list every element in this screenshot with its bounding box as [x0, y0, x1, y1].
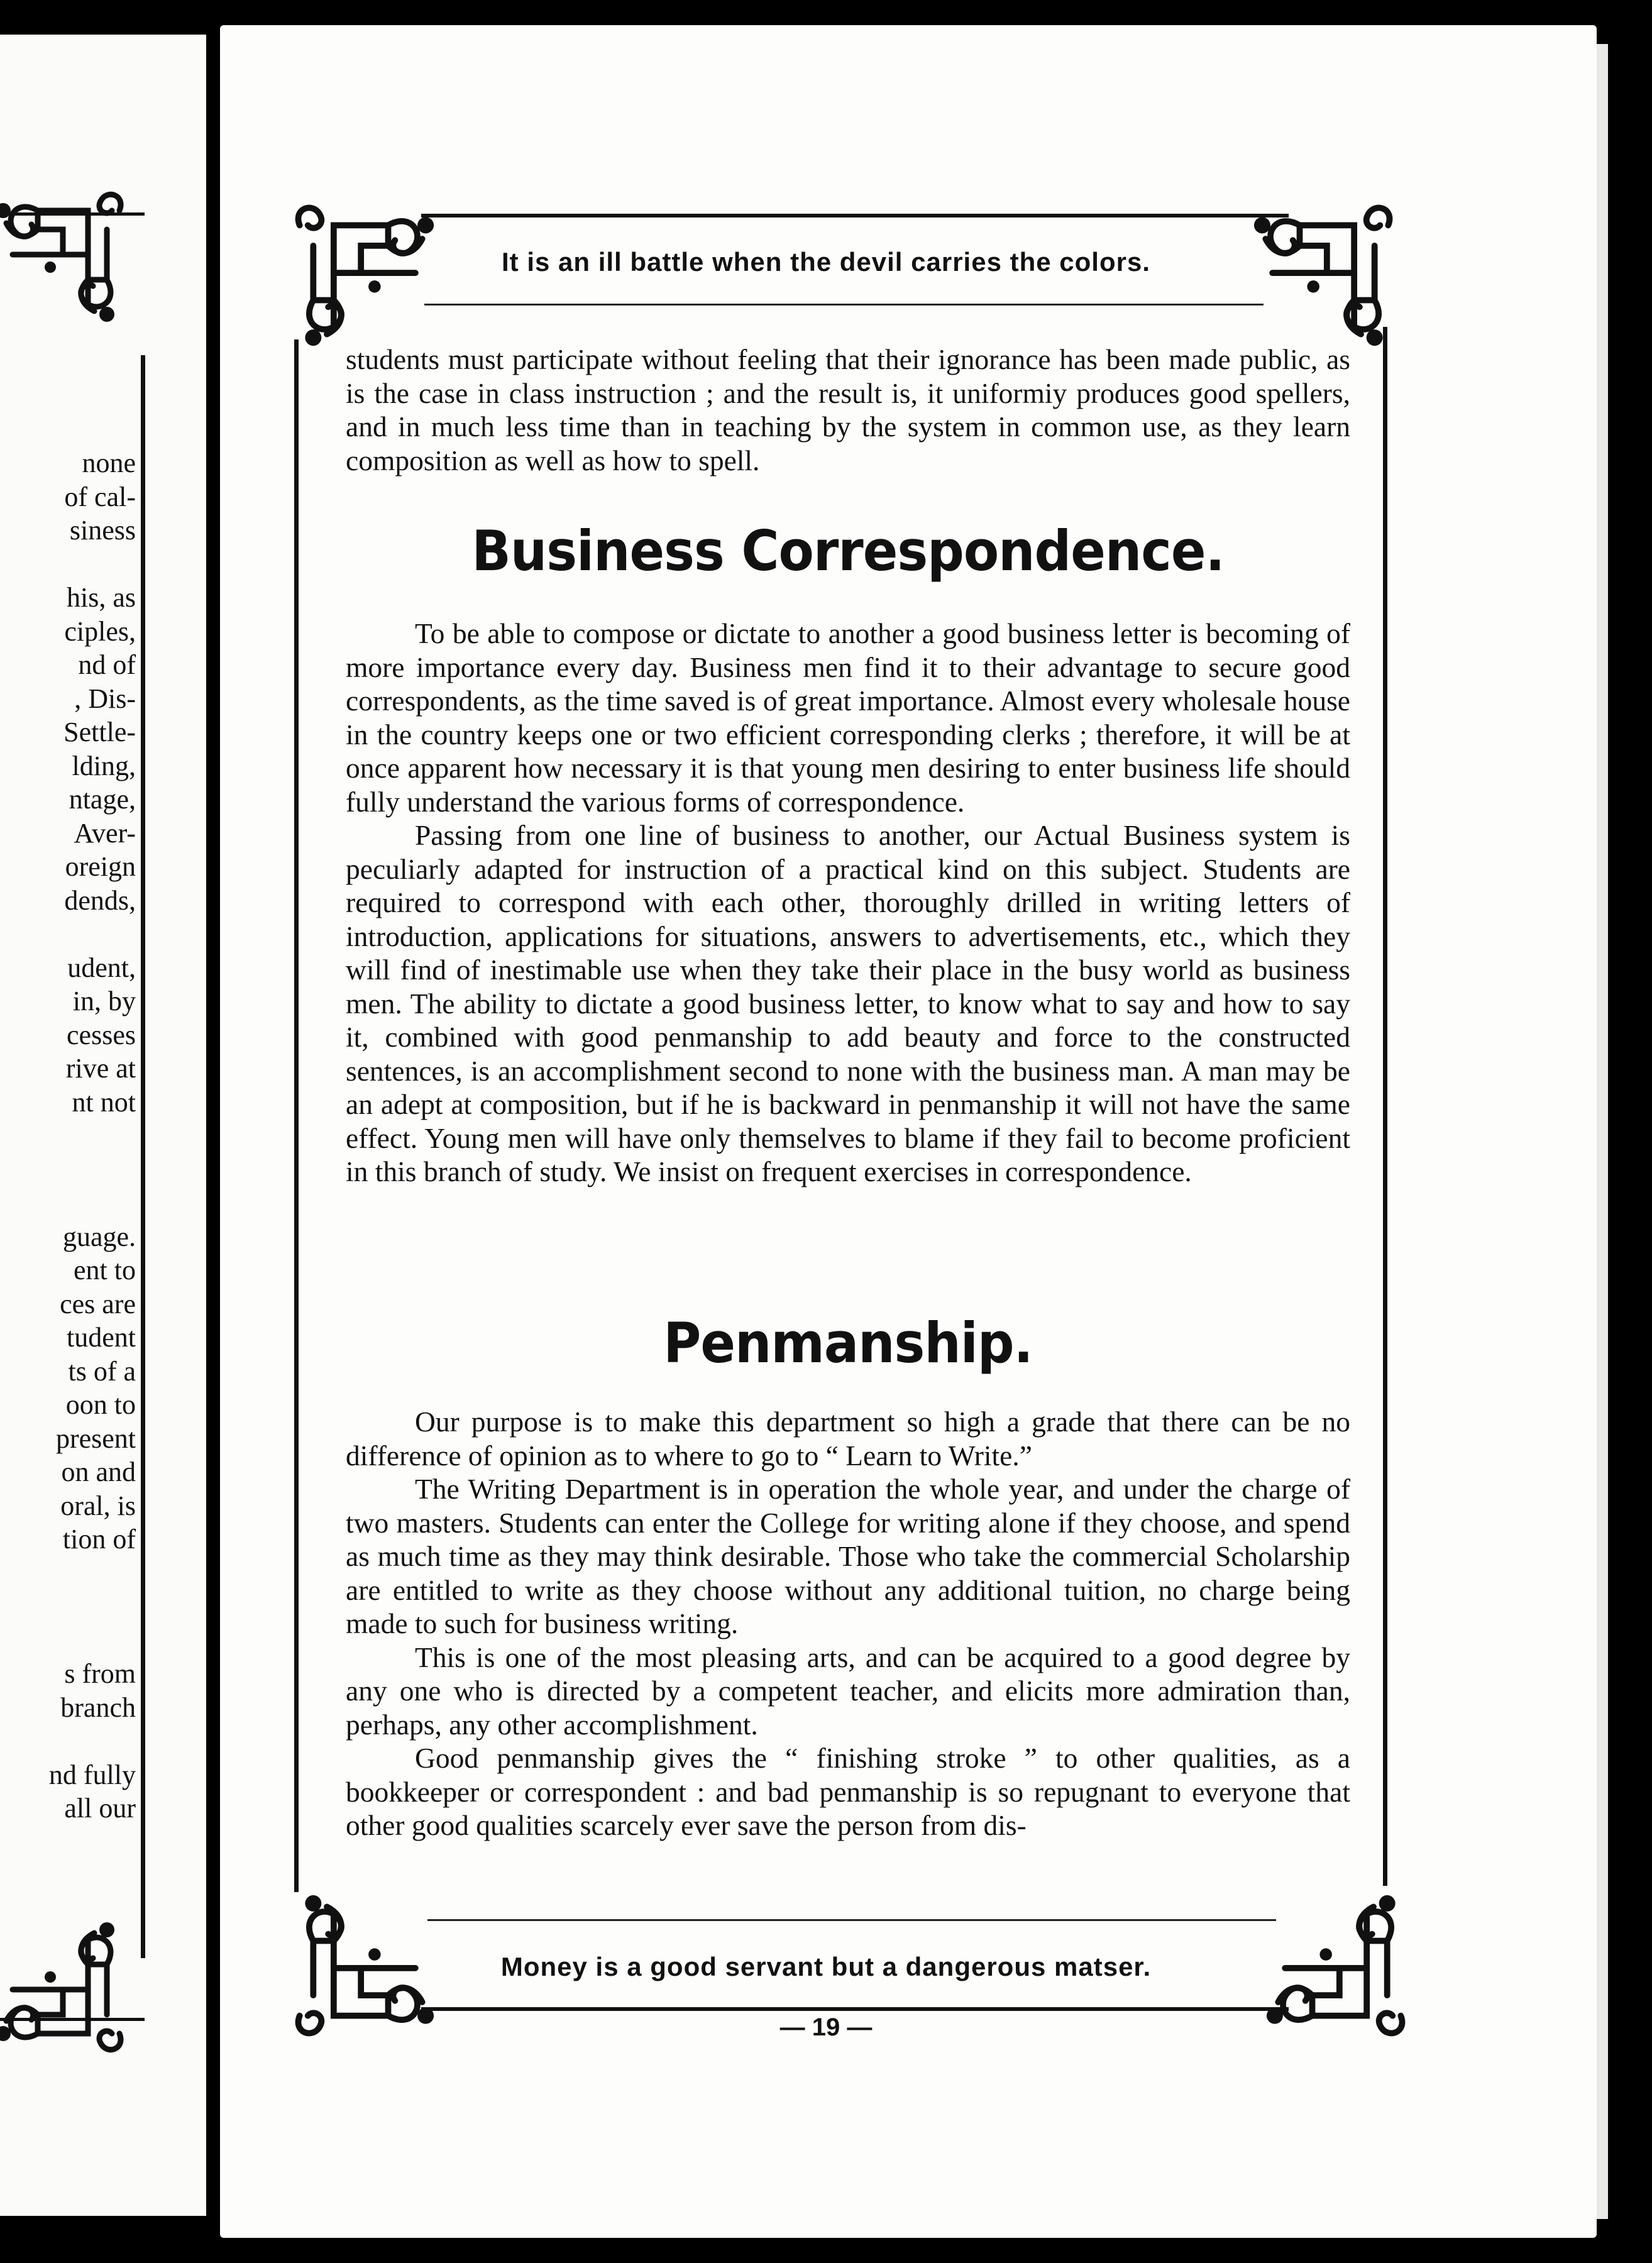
text-fragment: of cal- — [64, 481, 136, 512]
text-fragment: in, by — [72, 986, 136, 1016]
text-fragment: s from — [64, 1658, 136, 1689]
page-number: — 19 — — [779, 2013, 873, 2041]
corner-ornament-icon — [1238, 198, 1402, 361]
frame-top-line — [421, 214, 1289, 217]
text-fragment: , Dis- — [74, 683, 136, 714]
text-fragment: nd of — [78, 649, 136, 680]
paragraph: Passing from one line of business to another, our Actual Business system is peculiarly adapted for instruction of a practical kind on this subject. Students are required to correspond with each other, thoroughly drilled in writing letters of introduction, applications for situations, answers to advertisements, etc., which they will find of inestimable use when they take their place in the busy world as business men. The ability to dictate a good business letter, to know what to say and how to say it, combined with good penmanship to add beauty and force to the constructed sentences, is an accomplishment second to none with the business man. A man may be an adept at composition, but if he is backward in penmanship it will not have the same effect. Young men will have only themselves to blame if they fail to become proficient in this branch of study. We insist on frequent exercises in correspondence. — [346, 819, 1350, 1187]
text-fragment: on and — [61, 1456, 136, 1487]
text-fragment: oon to — [65, 1389, 136, 1420]
paragraph: Our purpose is to make this department so high a grade that there can be no difference of opinion as to where to go to “ Learn to Write.” — [346, 1406, 1350, 1472]
paragraph: Good penmanship gives the “ finishing stroke ” to other qualities, as a bookkeeper or correspondent : and bad penmanship is so repugnant to everyone that other good qualities scarcely ever save the person from dis- — [346, 1742, 1350, 1841]
corner-ornament-icon — [286, 198, 449, 361]
text-fragment: oral, is — [60, 1490, 136, 1521]
text-fragment: Aver- — [74, 817, 136, 849]
frame-line — [0, 212, 145, 216]
section-heading: Penmanship. — [663, 1311, 1033, 1376]
text-fragment: ent to — [74, 1255, 136, 1286]
motto-rule — [427, 1919, 1276, 1921]
text-fragment: guage. — [62, 1221, 136, 1252]
text-fragment: dends, — [64, 884, 136, 916]
page-edge — [1597, 44, 1608, 2219]
text-fragment: ts of a — [68, 1355, 136, 1387]
text-fragment: udent, — [67, 952, 136, 983]
text-fragment: tion of — [62, 1524, 136, 1555]
text-fragment: tudent — [67, 1322, 136, 1353]
text-fragment: nt not — [72, 1086, 136, 1118]
motto-rule — [424, 304, 1264, 306]
text-fragment: rive at — [65, 1053, 136, 1084]
text-fragment: oreign — [65, 851, 136, 882]
paragraph: students must participate without feeling that their ignorance has been made public, as is the case in class instruction ; and the result is, it uniformiy produces good spellers, and in much less time than in teaching by the system in common use, as they learn composition as well as how to spell. — [346, 343, 1350, 476]
frame-left-line — [294, 339, 299, 1892]
text-fragment: nd fully — [48, 1759, 136, 1790]
text-fragment: present — [55, 1423, 136, 1454]
text-fragment: siness — [69, 515, 136, 546]
text-fragment: ces are — [60, 1288, 136, 1319]
text-fragment: cesses — [67, 1019, 136, 1050]
text-fragment: lding, — [72, 750, 136, 781]
bottom-motto: Money is a good servant but a dangerous matser. — [500, 1952, 1152, 1981]
opening-paragraph — [346, 343, 1350, 477]
frame-line — [141, 355, 145, 1958]
frame-right-line — [1383, 327, 1387, 1886]
text-fragment: none — [82, 448, 136, 478]
section-body — [346, 617, 1350, 1189]
paragraph: This is one of the most pleasing arts, and can be acquired to a good degree by any one who is directed by a competent teacher, and elicits more admiration than, perhaps, any other accomplishment. — [346, 1641, 1350, 1741]
section-heading: Business Correspondence. — [471, 519, 1225, 584]
paragraph: The Writing Department is in operation the whole year, and under the charge of two masters. Students can enter the College for writing alone if they choose, and spend as much time as they may think desirable. Those who take the commercial Scholarship are entitled to write as they choose without any additional tuition, no charge being made to such for business writing. — [346, 1473, 1350, 1639]
text-fragment: ciples, — [64, 615, 136, 647]
top-motto: It is an ill battle when the devil carries the colors. — [502, 247, 1150, 277]
section-body — [346, 1405, 1350, 1842]
frame-bottom-line — [421, 2007, 1289, 2011]
previous-page-fragment — [0, 35, 206, 2216]
text-fragment: his, as — [67, 582, 136, 613]
text-fragment: ntage, — [69, 784, 136, 815]
text-fragment: branch — [60, 1692, 136, 1723]
paragraph: To be able to compose or dictate to another a good business letter is becoming of more importance every day. Business men find it to their advantage to secure good correspondents, as the time saved is of great importance. Almost every wholesale house in the country keeps one or two efficient corresponding clerks ; therefore, it will be at once apparent how necessary it is that young men desiring to enter business life should fully understand the various forms of correspondence. — [346, 617, 1350, 818]
text-fragment: all our — [64, 1793, 136, 1824]
text-fragment: Settle- — [63, 717, 136, 747]
